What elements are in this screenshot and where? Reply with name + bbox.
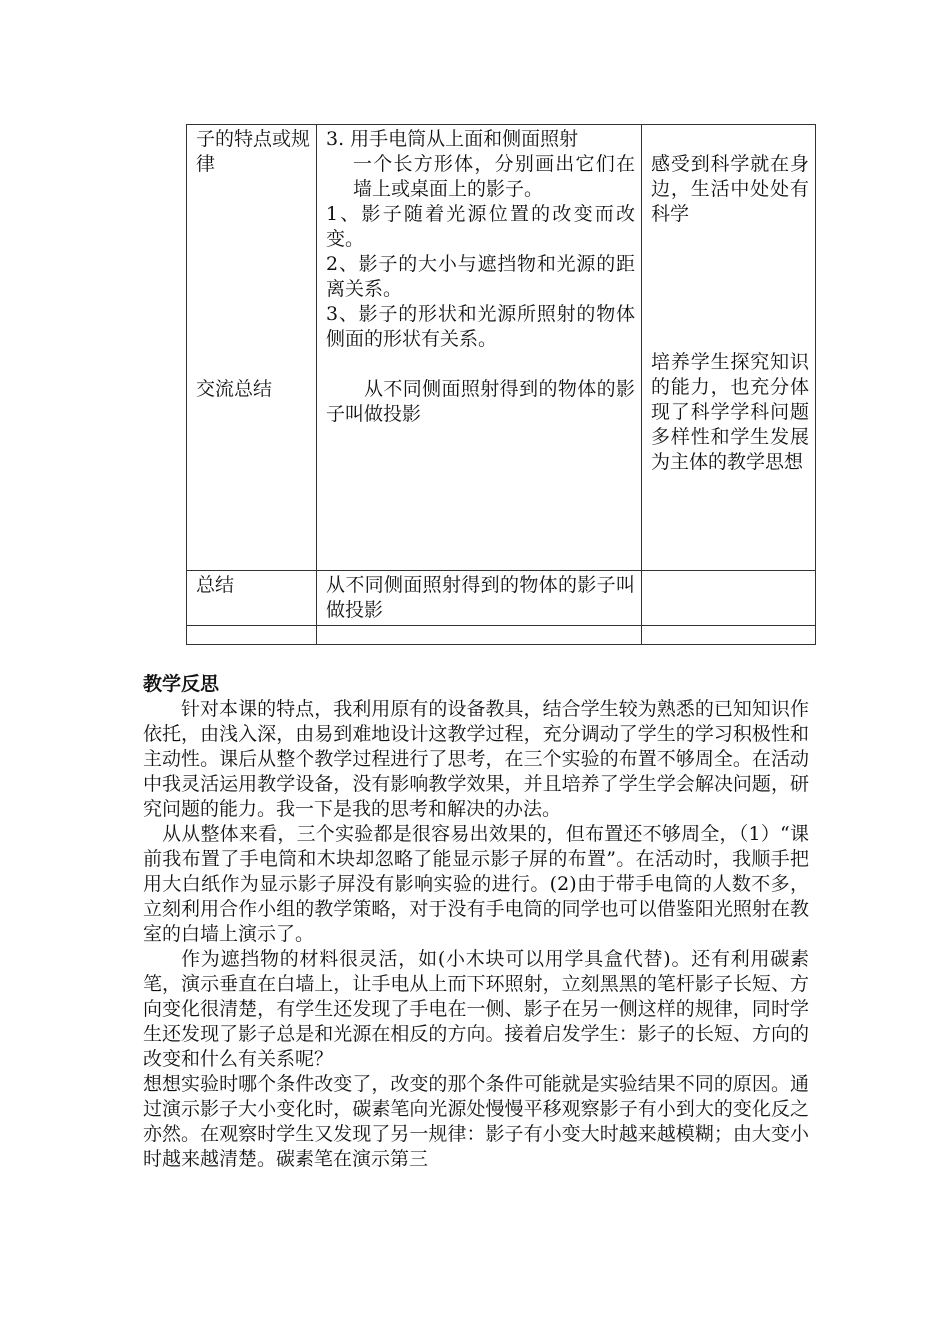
table-cell-activity (317, 571, 642, 626)
reflection-paragraph-1: 针对本课的特点，我利用原有的设备教具，结合学生较为熟悉的已知知识作依托，由浅入深，由易到难地设计这教学过程，充分调动了学生的学习积极性和主动性。课后从整个教学过程进行了思考，在三个实验的布置不够周全。在活动中我灵活运用教学设备，没有影响教学效果，并且培养了学生学会解决问题，研究问题的能力。我一下是我的思考和解决的办法。 (143, 698, 809, 820)
reflection-paragraph-3: 作为遮挡物的材料很灵活，如(小木块可以用学具盒代替)。还有利用碳素笔，演示垂直在白墙上，让手电从上而下环照射，立刻黑黑的笔杆影子长短、方向变化很清楚，有学生还发现了手电在一侧、影子在另一侧这样的规律，同时学生还发现了影子总是和光源在相反的方向。接着启发学生：影子的长短、方向的改变和什么有关系呢？ (143, 948, 809, 1070)
stage-label-exchange: 交流总结 (196, 378, 273, 400)
table-cell-empty (317, 626, 642, 645)
reflection-paragraph-2: 从从整体来看，三个实验都是很容易出效果的，但布置还不够周全，（1）“课前我布置了手电筒和木块却忽略了能显示影子屏的布置”。在活动时，我顺手把用大白纸作为显示影子屏没有影响实验的进行。(2)由于带手电筒的人数不多，立刻利用合作小组的教学策略，对于没有手电筒的同学也可以借鉴阳光照射在教室的白墙上演示了。 (143, 823, 809, 945)
finding-item-1: 1、影子随着光源位置的改变而改变。 (326, 203, 635, 250)
activity-step-3: 3. 用手电筒从上面和侧面照射 (326, 128, 579, 150)
activity-step-3-detail: 一个长方形体，分别画出它们在墙上或桌面上的影子。 (353, 153, 635, 200)
table-row (187, 571, 816, 626)
table-cell-intent (642, 125, 816, 571)
stage-label-features: 子的特点或规律 (196, 128, 311, 175)
section-heading: 教学反思 (143, 673, 220, 695)
reflection-section (143, 672, 809, 1172)
stage-label-summary: 总结 (196, 574, 235, 596)
table-cell-empty (642, 626, 816, 645)
finding-item-2: 2、影子的大小与遮挡物和光源的距离关系。 (326, 253, 635, 300)
intent-text-b: 培养学生探究知识的能力，也充分体现了科学学科问题多样性和学生发展为主体的教学思想 (651, 351, 809, 473)
table-cell-empty (187, 626, 317, 645)
table-cell-activity (317, 125, 642, 571)
finding-item-3: 3、影子的形状和光源所照射的物体侧面的形状有关系。 (326, 303, 635, 350)
reflection-paragraph-4: 想想实验时哪个条件改变了，改变的那个条件可能就是实验结果不同的原因。通过演示影子大小变化时，碳素笔向光源处慢慢平移观察影子有小到大的变化反之亦然。在观察时学生又发现了另一规律：影子有小变大时越来越模糊；由大变小时越来越清楚。碳素笔在演示第三 (143, 1073, 809, 1170)
table-row (187, 626, 816, 645)
table-cell-intent (642, 571, 816, 626)
activity-summary: 从不同侧面照射得到的物体的影子叫做投影 (326, 378, 635, 425)
table-cell-stage (187, 571, 317, 626)
summary-text: 从不同侧面照射得到的物体的影子叫做投影 (326, 574, 635, 621)
table-cell-stage (187, 125, 317, 571)
intent-text-a: 感受到科学就在身边，生活中处处有科学 (651, 153, 809, 225)
table-row (187, 125, 816, 571)
lesson-plan-table (186, 124, 816, 645)
